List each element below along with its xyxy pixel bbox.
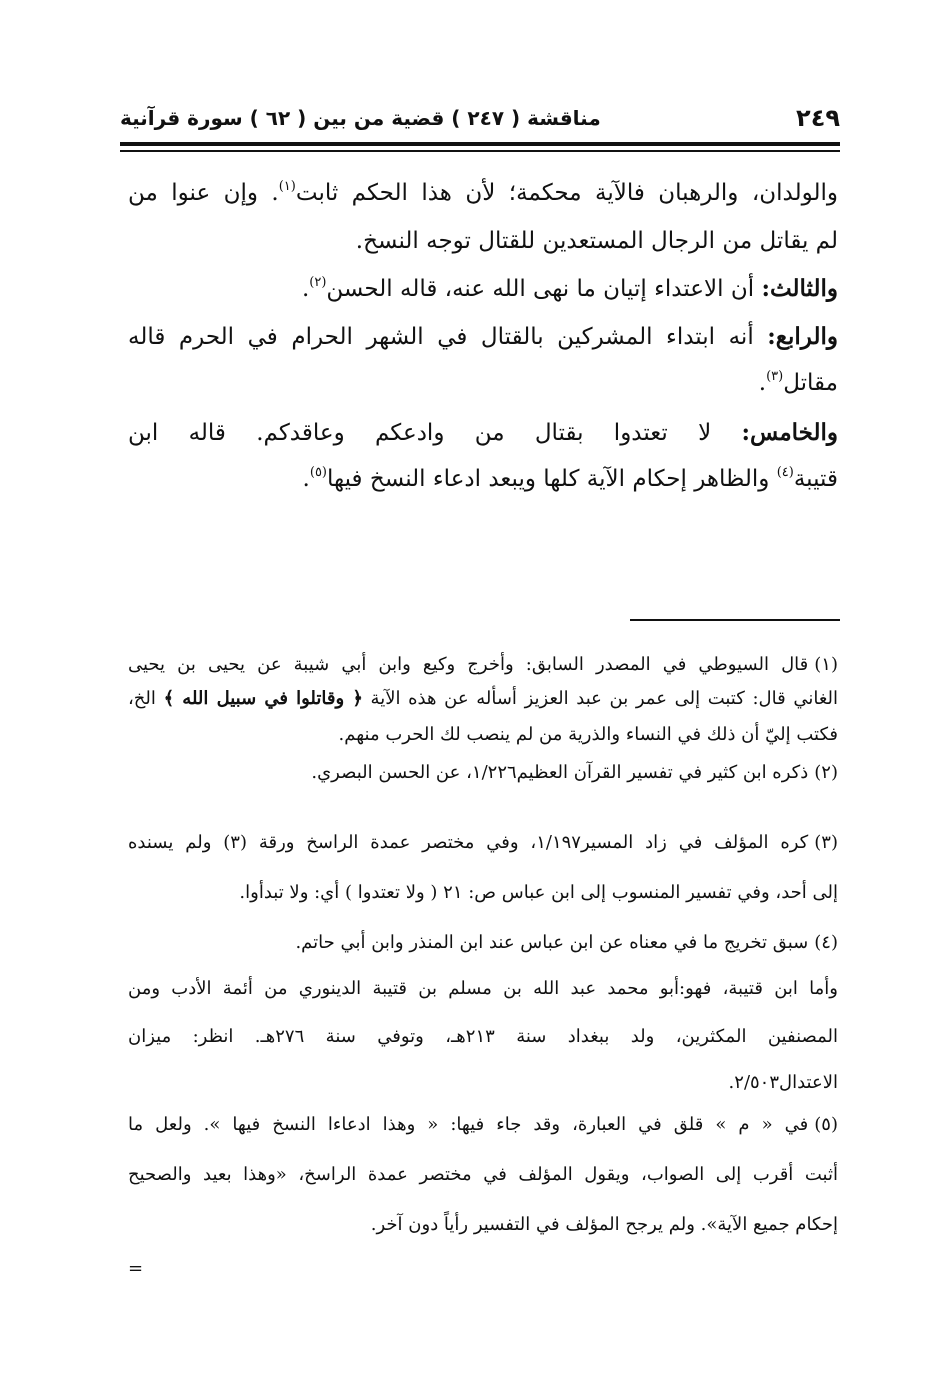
- header-rule-thick: [120, 142, 840, 146]
- footnote-number: (٤): [814, 932, 838, 953]
- body-text-span: قتيبة: [793, 466, 838, 492]
- footnote-text: ذكره ابن كثير في تفسير القرآن العظيم١/٢٢٦، عن الحسن البصري.: [311, 762, 809, 783]
- quran-verse: ﴿ وقاتلوا في سبيل الله ﴾: [163, 688, 363, 709]
- footnote-line: الاعتدال٢/٥٠٣.: [728, 1072, 838, 1093]
- body-line: [303, 460, 838, 498]
- footnote-text: سبق تخريج ما في معناه عن ابن عباس عند ابن المنذر وابن أبي حاتم.: [295, 932, 809, 953]
- body-text-span: والظاهر إحكام الآية كلها ويبعد ادعاء النسخ فيها: [327, 466, 777, 492]
- body-text-span: لا تعتدوا بقتال من وادعكم وعاقدكم. قاله ابن: [128, 420, 742, 446]
- footnote-number: (٥): [814, 1114, 838, 1135]
- paragraph-lead: والرابع:: [767, 323, 838, 350]
- footnote-1: [128, 650, 838, 680]
- footnote-text: الخ،: [128, 688, 164, 709]
- body-text-span: مقاتل: [783, 370, 838, 396]
- footnote-3: [128, 828, 838, 858]
- footnote-line: المصنفين المكثرين، ولد ببغداد سنة ٢١٣هـ، وتوفي سنة ٢٧٦هـ. انظر: ميزان: [128, 1026, 839, 1047]
- footnote-2: [311, 758, 838, 788]
- footnote-number: (٢): [814, 762, 838, 783]
- footnote-text: الغاني قال: كتبت إلى عمر بن عبد العزيز أسأله عن هذه الآية: [362, 688, 838, 709]
- body-line: لم يقاتل من الرجال المستعدين للقتال توجه النسخ.: [355, 228, 838, 254]
- footnote-line: إحكام جميع الآية». ولم يرجح المؤلف في التفسير رأياً دون آخر.: [370, 1214, 838, 1235]
- footnote-text: كره المؤلف في زاد المسير١/١٩٧، وفي مختصر عمدة الراسخ ورقة (٣) ولم يسنده: [128, 832, 809, 853]
- body-text-span: .: [302, 466, 310, 492]
- body-text-span: .: [301, 276, 310, 302]
- body-text-span: . وإن عنوا من: [128, 180, 279, 206]
- footnote-line: فكتب إليّ أن ذلك في النساء والذرية من لم ينصب لك الحرب منهم.: [338, 724, 838, 745]
- paragraph-third: [302, 270, 838, 308]
- body-text-span: .: [758, 370, 767, 396]
- footnote-ref: (٥): [309, 465, 327, 480]
- footnote-ref: (١): [278, 179, 296, 194]
- footnote-number: (١): [814, 654, 838, 675]
- footnote-number: (٣): [814, 832, 838, 853]
- body-text-span: أنه ابتداء المشركين بالقتال في الشهر الحرام في الحرم قاله: [128, 324, 768, 350]
- footnote-ref: (٣): [766, 369, 784, 384]
- footnote-text: قال السيوطي في المصدر السابق: وأخرج وكيع وابن أبي شيبة عن يحيى بن يحيى: [128, 654, 809, 675]
- body-line: [128, 174, 838, 212]
- body-text-span: والولدان، والرهبان فالآية محكمة؛ لأن هذا الحكم ثابت: [295, 180, 839, 206]
- page-number: ٢٤٩: [796, 104, 840, 132]
- footnote-line: وأما ابن قتيبة، فهو:أبو محمد عبد الله بن مسلم بن قتيبة الدينوري من أئمة الأدب ومن: [128, 978, 838, 999]
- paragraph-fourth: [128, 318, 838, 356]
- paragraph-lead: والثالث:: [761, 275, 838, 302]
- footnote-ref: (٢): [309, 275, 327, 290]
- running-title: مناقشة ( ٢٤٧ ) قضية من بين ( ٦٢ ) سورة قرآنية: [120, 106, 601, 130]
- footnote-line: إلى أحد، وفي تفسير المنسوب إلى ابن عباس ص: ٢١ ( ولا تعتدوا ) أي: ولا تبدأوا.: [239, 882, 838, 903]
- footnote-text: في « م » قلق في العبارة، وقد جاء فيها: « وهذا ادعاءا النسخ فيها ». ولعل ما: [128, 1114, 809, 1135]
- footnote-separator: [630, 619, 840, 621]
- footnote-4: [295, 928, 838, 958]
- footnote-line: [128, 684, 838, 714]
- footnote-5: [128, 1110, 838, 1140]
- body-line: [759, 364, 838, 402]
- footnote-line: أثبت أقرب إلى الصواب، ويقول المؤلف في مختصر عمدة الراسخ، «وهذا بعيد والصحيح: [128, 1164, 838, 1185]
- paragraph-fifth: [128, 414, 838, 452]
- page-header: [120, 102, 840, 138]
- body-text-span: أن الاعتداء إتيان ما نهى الله عنه، قاله الحسن: [326, 276, 762, 302]
- paragraph-lead: والخامس:: [741, 419, 838, 446]
- end-mark: =: [128, 1258, 144, 1279]
- header-rule-thin: [120, 150, 840, 152]
- footnote-ref: (٤): [776, 465, 794, 480]
